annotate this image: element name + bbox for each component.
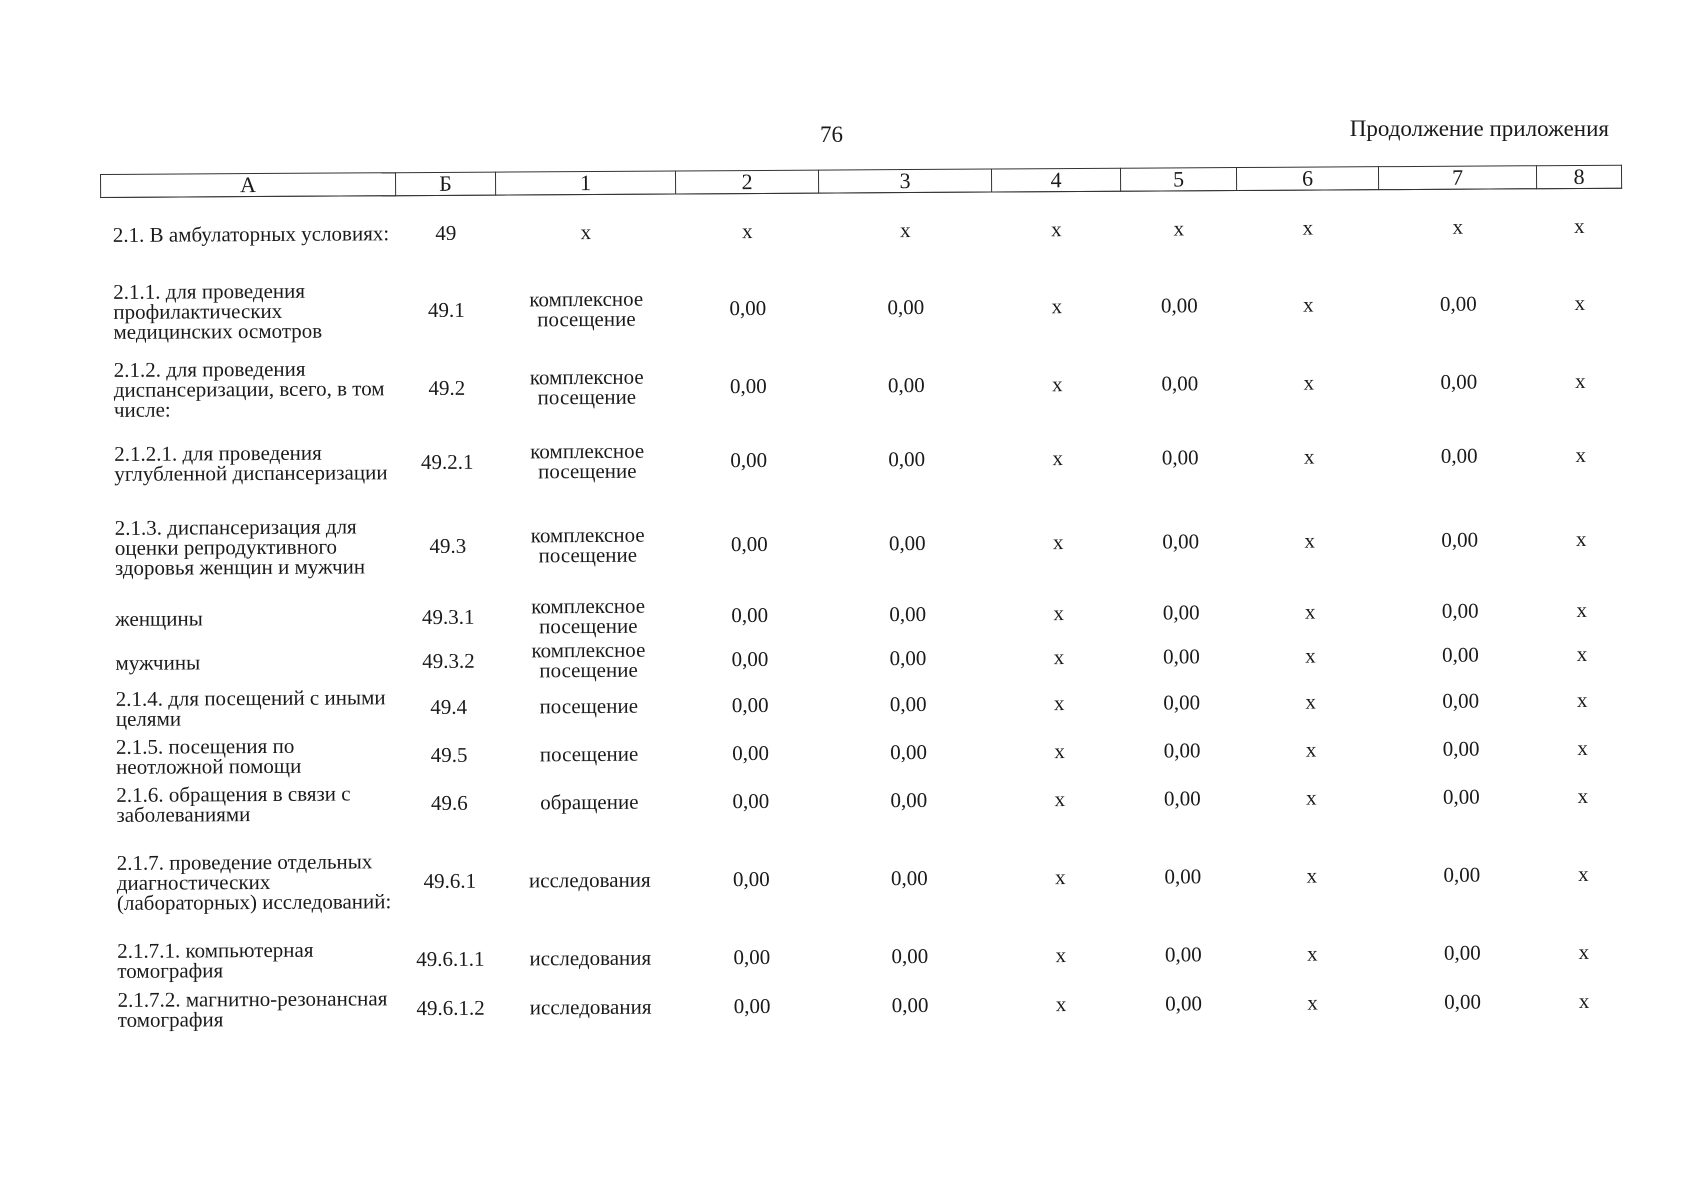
col-4-value: х xyxy=(1051,371,1063,396)
col-5-value: 0,00 xyxy=(1161,444,1199,470)
row-name: 2.1.2.1. для проведения углубленной диспансеризации xyxy=(114,440,388,486)
unit-label: исследования xyxy=(529,945,652,970)
row-name: женщины xyxy=(115,605,203,631)
col-5-value: 0,00 xyxy=(1163,643,1200,669)
col-2-value: 0,00 xyxy=(730,531,768,556)
unit-label: комплексное посещение xyxy=(531,637,646,682)
col-2-value: 0,00 xyxy=(732,788,770,813)
col-2-value: х xyxy=(742,219,753,244)
row-code: 49.3.1 xyxy=(421,604,475,629)
col-5-value: 0,00 xyxy=(1165,990,1203,1016)
row-name: 2.1.5. посещения по неотложной помощи xyxy=(115,733,302,779)
header-cell-6: 6 xyxy=(1236,167,1378,191)
header-cell-7: 7 xyxy=(1378,166,1536,190)
col-6-value: х xyxy=(1305,643,1316,668)
header-cell-4: 4 xyxy=(991,168,1120,192)
col-8-value: х xyxy=(1577,783,1589,808)
header-cell-b: Б xyxy=(395,172,495,196)
col-6-value: х xyxy=(1302,292,1314,317)
col-8-value: х xyxy=(1575,442,1587,467)
col-2-value: 0,00 xyxy=(731,646,769,671)
col-2-value: 0,00 xyxy=(729,373,767,398)
col-4-value: х xyxy=(1051,217,1062,242)
col-3-value: 0,00 xyxy=(888,446,926,471)
col-7-value: 0,00 xyxy=(1442,642,1479,667)
row-unit xyxy=(498,593,678,638)
col-8-value: х xyxy=(1576,641,1588,666)
row-unit xyxy=(499,681,679,730)
col-8-value: х xyxy=(1578,988,1590,1013)
col-7-value: 0,00 xyxy=(1442,688,1480,713)
row-code: 49 xyxy=(435,221,457,246)
col-6-value: х xyxy=(1303,444,1315,469)
col-2-value: 0,00 xyxy=(731,602,769,627)
col-3-value: 0,00 xyxy=(890,739,927,764)
col-6-value: х xyxy=(1304,599,1316,624)
col-3-value: 0,00 xyxy=(888,530,926,555)
row-name: 2.1. В амбулаторных условиях: xyxy=(112,221,390,248)
row-unit xyxy=(497,425,677,496)
header-cell-a: А xyxy=(101,173,396,198)
col-4-value: х xyxy=(1054,786,1066,811)
col-5-value: 0,00 xyxy=(1164,941,1202,967)
col-8-value: х xyxy=(1578,939,1590,964)
row-unit xyxy=(496,269,676,348)
row-code: 49.4 xyxy=(430,694,468,719)
row-unit xyxy=(497,495,678,594)
unit-label: комплексное посещение xyxy=(531,593,646,638)
table-body xyxy=(101,188,1627,1034)
header-cell-2: 2 xyxy=(675,170,818,194)
col-5-value: 0,00 xyxy=(1160,292,1198,318)
col-6-value: х xyxy=(1306,785,1317,810)
col-7-value: 0,00 xyxy=(1440,369,1478,394)
col-5-value: 0,00 xyxy=(1162,599,1200,625)
col-4-value: х xyxy=(1053,690,1065,715)
col-4-value: х xyxy=(1053,600,1065,625)
col-2-value: 0,00 xyxy=(731,692,769,717)
unit-label: посещение xyxy=(539,741,639,766)
col-4-value: х xyxy=(1054,864,1066,889)
col-3-value: 0,00 xyxy=(887,294,925,319)
table-row xyxy=(105,975,1626,1034)
row-unit xyxy=(496,194,676,270)
col-3-value: 0,00 xyxy=(891,992,929,1017)
col-5-value: 0,00 xyxy=(1161,370,1199,396)
unit-label: комплексное посещение xyxy=(530,522,645,567)
unit-label: обращение xyxy=(540,789,639,814)
table-row xyxy=(102,419,1623,498)
row-code: 49.1 xyxy=(427,297,465,322)
row-unit xyxy=(498,637,678,682)
document-table xyxy=(100,165,1627,1035)
unit-label: исследования xyxy=(529,994,652,1019)
page-number: 76 xyxy=(820,122,843,147)
row-unit xyxy=(500,933,680,982)
col-6-value: х xyxy=(1305,689,1317,714)
row-name: 2.1.6. обращения в связи с заболеваниями xyxy=(116,780,351,827)
table-row xyxy=(104,819,1626,936)
row-unit xyxy=(499,729,679,778)
col-7-value: х xyxy=(1452,214,1464,239)
col-3-value: х xyxy=(900,218,911,243)
unit-label: исследования xyxy=(528,867,651,892)
col-8-value: х xyxy=(1574,290,1586,315)
row-unit xyxy=(497,347,677,426)
col-4-value: х xyxy=(1053,644,1065,669)
col-3-value: 0,00 xyxy=(890,787,928,812)
unit-label: посещение xyxy=(539,693,639,718)
header-cell-5: 5 xyxy=(1120,168,1236,192)
col-5-value: 0,00 xyxy=(1163,785,1201,811)
row-name: 2.1.2. для проведения диспансеризации, всего, в том числе: xyxy=(113,356,385,422)
col-3-value: 0,00 xyxy=(887,372,925,397)
col-8-value: х xyxy=(1577,861,1589,886)
row-code: 49.6 xyxy=(430,790,468,815)
col-8-value: х xyxy=(1576,687,1588,712)
row-name: 2.1.7. проведение отдельных диагностических (лабораторных) исследований: xyxy=(116,848,392,915)
col-3-value: 0,00 xyxy=(889,691,927,716)
col-3-value: 0,00 xyxy=(890,865,928,890)
table-row xyxy=(102,489,1624,596)
col-4-value: х xyxy=(1055,942,1067,967)
col-6-value: х xyxy=(1305,737,1317,762)
row-name: 2.1.1. для проведения профилактических медицинских осмотров xyxy=(113,278,323,344)
unit-label: комплексное посещение xyxy=(530,438,645,483)
col-8-value: х xyxy=(1575,526,1587,551)
col-7-value: 0,00 xyxy=(1439,291,1477,316)
col-7-value: 0,00 xyxy=(1443,862,1481,887)
col-8-value: х xyxy=(1574,368,1586,393)
col-4-value: х xyxy=(1055,991,1067,1016)
col-6-value: х xyxy=(1307,990,1318,1015)
row-name: 2.1.7.1. компьютерная томография xyxy=(117,937,314,983)
row-name: 2.1.4. для посещений с иными целями xyxy=(115,684,386,731)
col-4-value: х xyxy=(1054,738,1065,763)
row-code: 49.6.1 xyxy=(423,868,477,893)
col-7-value: 0,00 xyxy=(1441,527,1479,552)
table-row xyxy=(102,341,1623,428)
col-2-value: 0,00 xyxy=(733,944,771,969)
col-7-value: 0,00 xyxy=(1442,736,1480,761)
table-row xyxy=(101,188,1622,272)
col-2-value: 0,00 xyxy=(730,447,768,472)
col-5-value: 0,00 xyxy=(1163,689,1201,715)
row-unit xyxy=(499,825,680,934)
continuation-caption: Продолжение приложения xyxy=(1349,116,1609,141)
unit-label: комплексное посещение xyxy=(529,286,644,331)
col-2-value: 0,00 xyxy=(729,295,767,320)
row-unit xyxy=(500,981,680,1032)
row-code: 49.5 xyxy=(430,742,468,767)
col-3-value: 0,00 xyxy=(889,645,927,670)
col-4-value: х xyxy=(1052,529,1064,554)
col-5-value: 0,00 xyxy=(1162,528,1200,554)
col-2-value: 0,00 xyxy=(732,740,769,765)
row-unit xyxy=(499,777,679,826)
col-8-value: х xyxy=(1576,597,1588,622)
unit-label: комплексное посещение xyxy=(529,364,644,409)
col-5-value: 0,00 xyxy=(1163,737,1201,763)
unit-label: х xyxy=(580,220,592,245)
row-code: 49.2 xyxy=(428,375,466,400)
col-6-value: х xyxy=(1303,370,1315,395)
col-4-value: х xyxy=(1051,293,1063,318)
col-3-value: 0,00 xyxy=(891,943,929,968)
row-name: 2.1.3. диспансеризация для оценки репродуктивного здоровья женщин и мужчин xyxy=(114,513,366,580)
header-cell-1: 1 xyxy=(495,171,675,195)
row-code: 49.2.1 xyxy=(420,449,474,474)
col-6-value: х xyxy=(1306,941,1318,966)
col-7-value: 0,00 xyxy=(1442,784,1480,809)
row-name: мужчины xyxy=(115,649,201,675)
col-6-value: х xyxy=(1304,528,1316,553)
col-2-value: 0,00 xyxy=(733,993,771,1018)
col-5-value: х xyxy=(1173,216,1185,241)
row-code: 49.6.1.2 xyxy=(416,995,485,1020)
row-code: 49.3 xyxy=(429,533,467,558)
header-cell-3: 3 xyxy=(818,169,991,193)
row-name: 2.1.7.2. магнитно-резонансная томография xyxy=(117,985,388,1032)
col-7-value: 0,00 xyxy=(1440,443,1478,468)
col-4-value: х xyxy=(1052,445,1064,470)
row-code: 49.6.1.1 xyxy=(416,946,485,971)
table-row xyxy=(101,263,1622,350)
col-8-value: х xyxy=(1574,214,1585,239)
col-2-value: 0,00 xyxy=(732,866,770,891)
col-8-value: х xyxy=(1577,735,1588,760)
col-7-value: 0,00 xyxy=(1443,940,1481,965)
col-7-value: 0,00 xyxy=(1444,989,1482,1014)
col-3-value: 0,00 xyxy=(889,601,927,626)
header-cell-8: 8 xyxy=(1536,165,1621,189)
col-6-value: х xyxy=(1302,215,1314,240)
row-code: 49.3.2 xyxy=(422,648,475,673)
col-6-value: х xyxy=(1306,863,1318,888)
col-5-value: 0,00 xyxy=(1164,863,1202,889)
col-7-value: 0,00 xyxy=(1441,598,1479,623)
document-table-container xyxy=(100,165,1626,1035)
